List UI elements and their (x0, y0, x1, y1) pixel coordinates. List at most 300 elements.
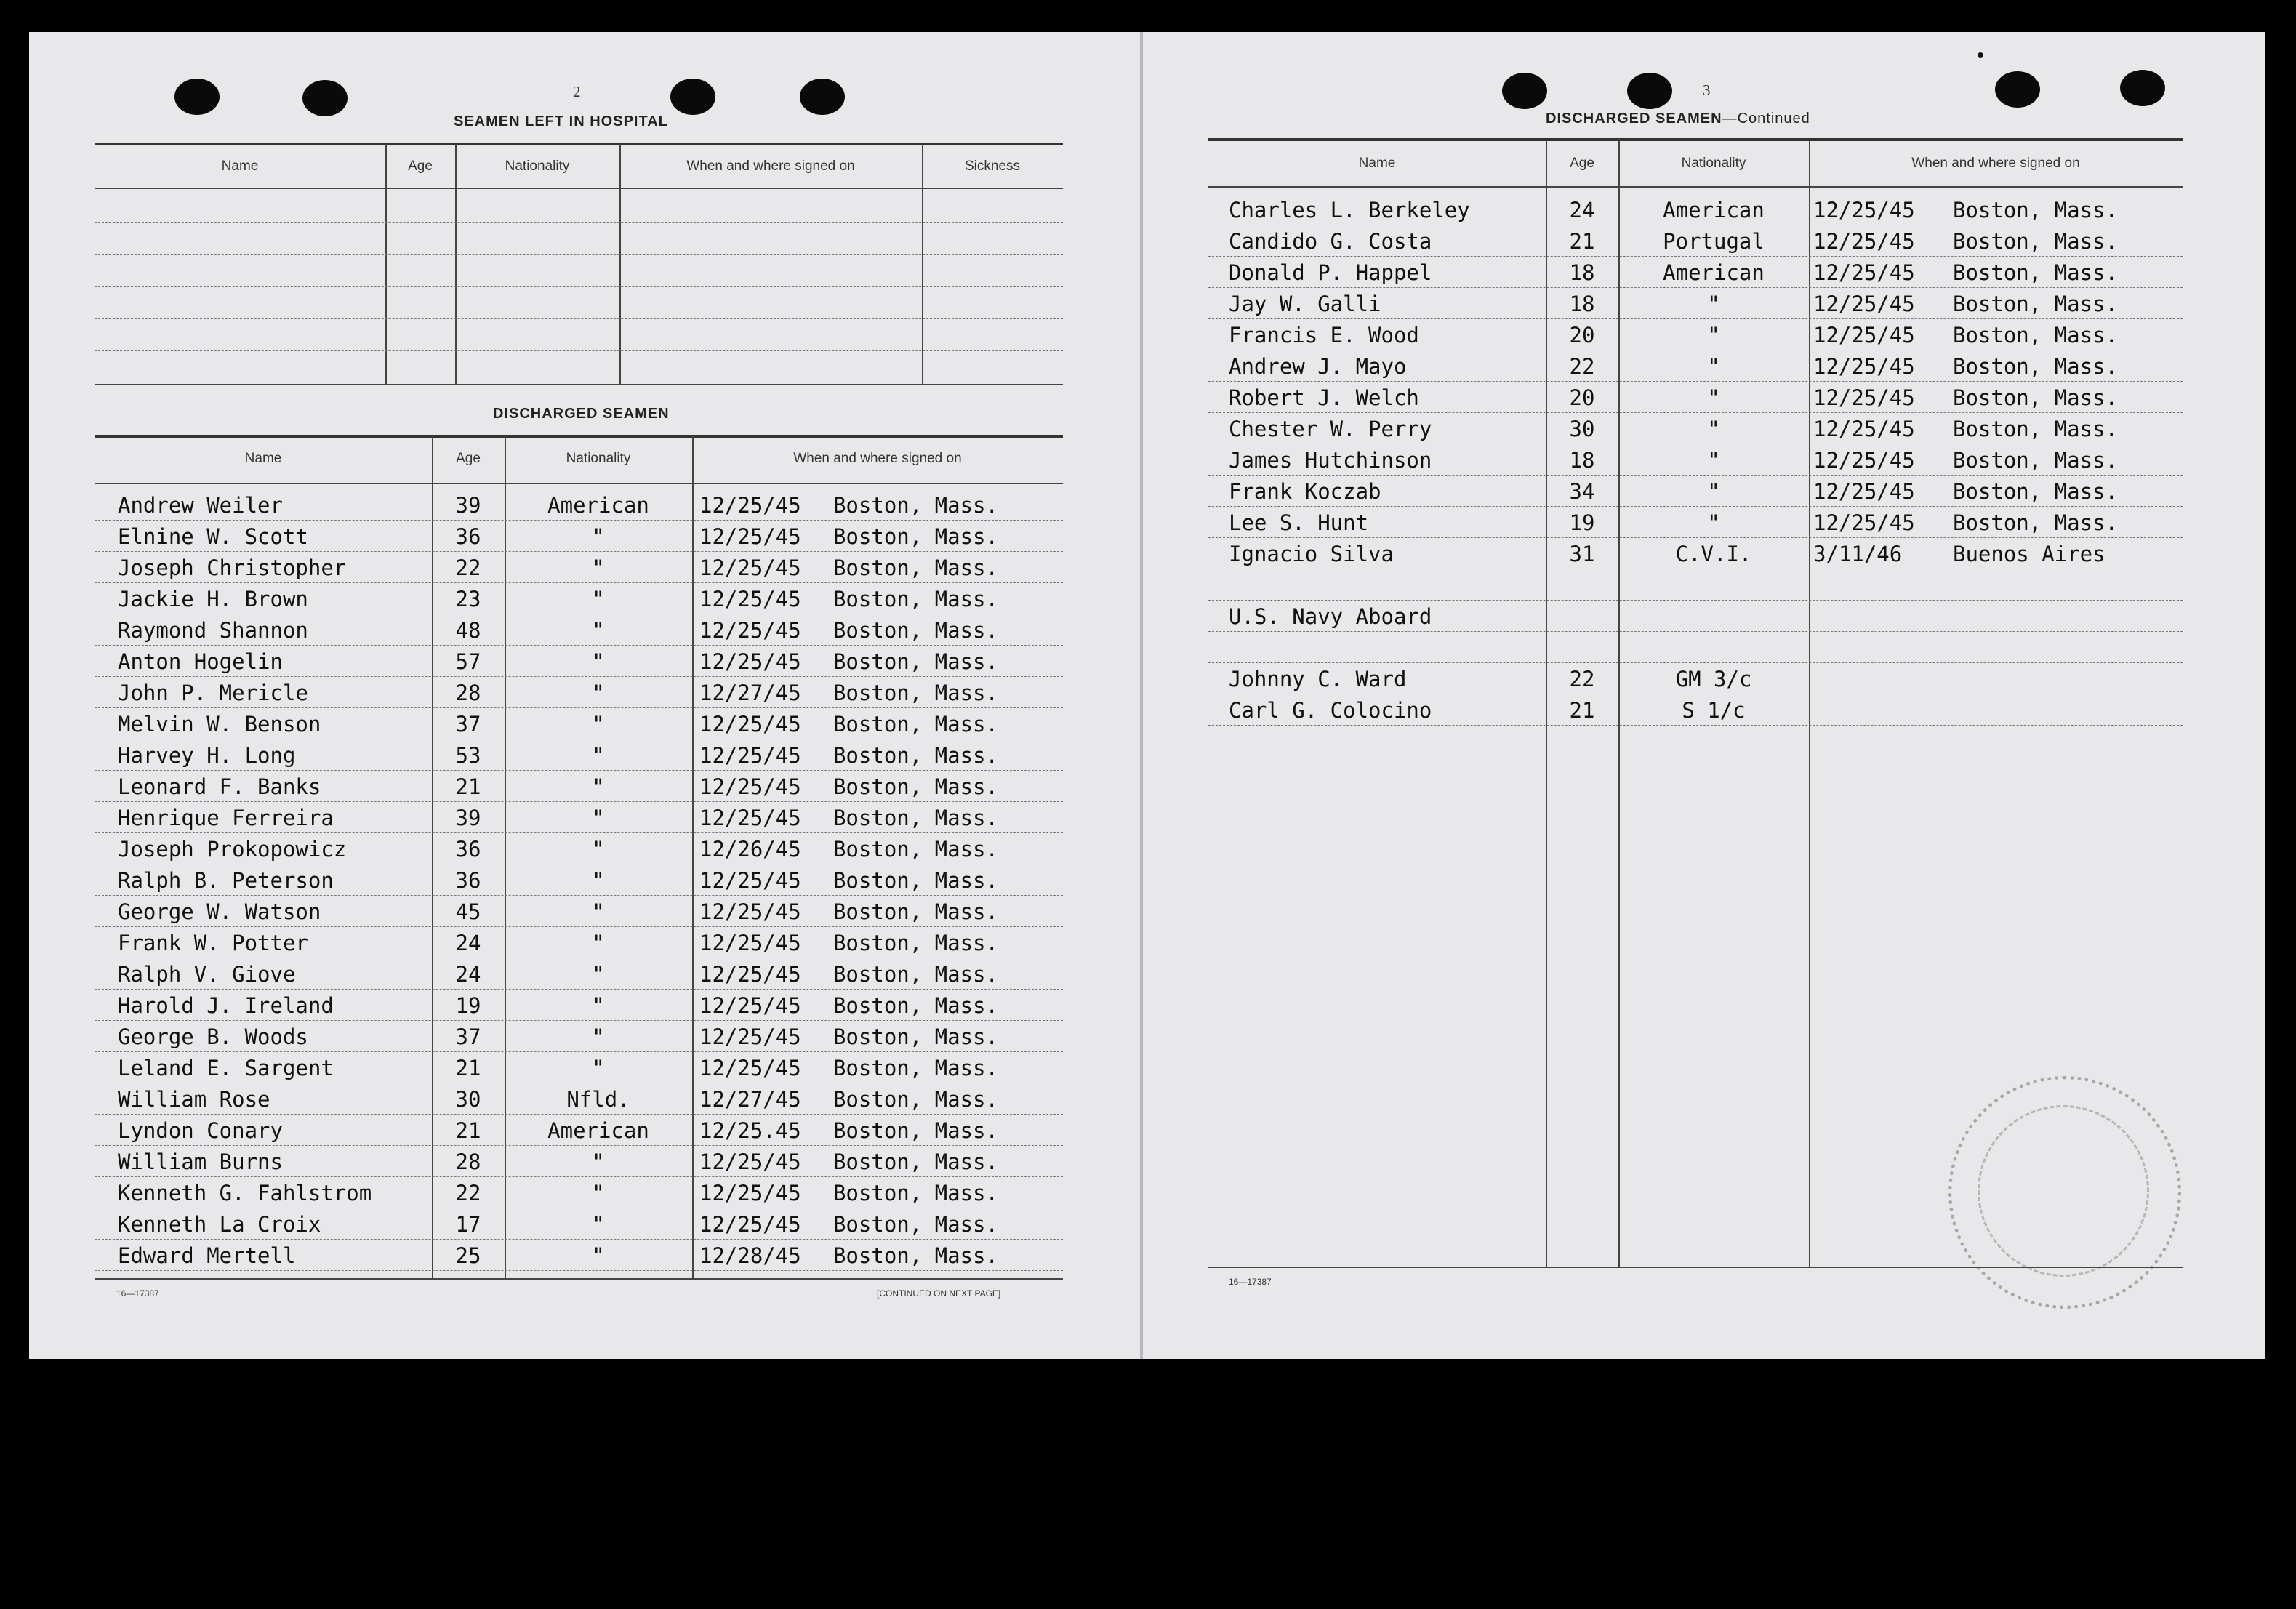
seaman-age: 39 (455, 806, 481, 830)
seaman-nationality: " (592, 1149, 605, 1174)
row-rule (95, 989, 1063, 990)
table-row (95, 774, 1063, 805)
seaman-name: Frank Koczab (1229, 479, 1381, 504)
signed-date: 12/25/45 (1813, 354, 1915, 379)
signed-date: 12/25/45 (699, 962, 801, 987)
table-row (95, 837, 1063, 867)
seaman-nationality: " (1707, 385, 1720, 410)
signed-date: 12/25/45 (699, 587, 801, 611)
seaman-name: Candido G. Costa (1229, 229, 1432, 254)
rule (455, 144, 457, 385)
seaman-nationality: " (1707, 323, 1720, 348)
signed-place: Boston, Mass. (833, 868, 998, 893)
row-rule (95, 676, 1063, 677)
seaman-age: 22 (455, 555, 481, 580)
seaman-name: George B. Woods (118, 1024, 308, 1049)
seaman-nationality: " (592, 743, 605, 768)
seaman-age: 57 (455, 649, 481, 674)
seaman-name: Raymond Shannon (118, 618, 308, 643)
heading-continued: —Continued (1722, 111, 1810, 127)
seaman-nationality: " (1707, 292, 1720, 316)
row-rule (1208, 318, 2183, 319)
signed-place: Boston, Mass. (833, 649, 998, 674)
row-rule (95, 1176, 1063, 1177)
signed-date: 12/25/45 (699, 868, 801, 893)
row-rule (95, 707, 1063, 708)
signed-place: Boston, Mass. (833, 587, 998, 611)
row-rule (95, 1145, 1063, 1146)
signed-date: 12/25/45 (699, 493, 801, 518)
table-row (95, 1024, 1063, 1055)
continued-note: [CONTINUED ON NEXT PAGE] (877, 1288, 1001, 1299)
signed-date: 12/25/45 (699, 1149, 801, 1174)
seaman-name: Robert J. Welch (1229, 385, 1419, 410)
signed-place: Boston, Mass. (1953, 323, 2118, 348)
signed-date: 12/25/45 (699, 931, 801, 955)
seaman-nationality: S 1/c (1682, 698, 1746, 723)
seaman-age: 25 (455, 1243, 481, 1268)
seaman-age: 21 (455, 774, 481, 799)
rule (95, 254, 1063, 255)
row-rule (1208, 662, 2183, 663)
seaman-age: 17 (455, 1212, 481, 1237)
signed-date: 12/25/45 (699, 899, 801, 924)
table-row (95, 806, 1063, 836)
signed-place: Boston, Mass. (1953, 229, 2118, 254)
hospital-col-nationality: Nationality (505, 159, 570, 174)
seaman-nationality: " (592, 774, 605, 799)
row-rule (95, 1114, 1063, 1115)
signed-place: Boston, Mass. (833, 1024, 998, 1049)
table-row (1208, 479, 2183, 510)
signed-date: 12/25/45 (1813, 385, 1915, 410)
table-row (95, 555, 1063, 586)
signed-place: Boston, Mass. (833, 1243, 998, 1268)
seaman-nationality: " (592, 524, 605, 549)
signed-place: Boston, Mass. (833, 1118, 998, 1143)
seaman-name: Carl G. Colocino (1229, 698, 1432, 723)
signed-place: Boston, Mass. (833, 1212, 998, 1237)
seaman-nationality: American (1663, 198, 1765, 222)
row-rule (1208, 412, 2183, 413)
signed-date: 12/25/45 (699, 555, 801, 580)
table-row (1208, 448, 2183, 478)
row-rule (95, 832, 1063, 833)
signed-date: 12/25/45 (1813, 510, 1915, 535)
seaman-age: 22 (455, 1181, 481, 1205)
seaman-nationality: " (592, 555, 605, 580)
signed-place: Boston, Mass. (833, 837, 998, 862)
page-number: 3 (1703, 81, 1711, 99)
table-row (95, 899, 1063, 930)
rule (95, 435, 1063, 438)
signed-date: 12/25/45 (699, 712, 801, 737)
table-row (95, 587, 1063, 617)
seaman-name: Lee S. Hunt (1229, 510, 1369, 535)
rule (95, 286, 1063, 287)
seaman-age: 21 (455, 1118, 481, 1143)
signed-date: 12/25/45 (699, 743, 801, 768)
seaman-name: Edward Mertell (118, 1243, 296, 1268)
seaman-nationality: " (1707, 354, 1720, 379)
seaman-name: Harvey H. Long (118, 743, 296, 768)
signed-place: Boston, Mass. (1953, 198, 2118, 222)
signed-date: 12/25/45 (699, 649, 801, 674)
binder-hole (670, 79, 715, 115)
seaman-age: 20 (1569, 323, 1595, 348)
signed-date: 12/25/45 (699, 774, 801, 799)
row-rule (95, 1020, 1063, 1021)
seaman-name: Jay W. Galli (1229, 292, 1381, 316)
seaman-age: 53 (455, 743, 481, 768)
signed-place: Boston, Mass. (1953, 417, 2118, 441)
seaman-name: Kenneth La Croix (118, 1212, 321, 1237)
signed-date: 3/11/46 (1813, 542, 1903, 566)
signed-place: Boston, Mass. (1953, 385, 2118, 410)
seaman-nationality: " (592, 681, 605, 705)
p3-col-age: Age (1570, 156, 1594, 171)
signed-date: 12/25/45 (699, 524, 801, 549)
seaman-age: 18 (1569, 292, 1595, 316)
seaman-name: Joseph Prokopowicz (118, 837, 347, 862)
seaman-nationality: " (592, 993, 605, 1018)
signed-place: Boston, Mass. (1953, 354, 2118, 379)
seaman-name: Elnine W. Scott (118, 524, 308, 549)
rule (1208, 186, 2183, 188)
row-rule (95, 770, 1063, 771)
seaman-nationality: " (592, 962, 605, 987)
discharged-col-signed: When and where signed on (793, 451, 962, 466)
seaman-age: 28 (455, 681, 481, 705)
seaman-age: 31 (1569, 542, 1595, 566)
table-row (95, 618, 1063, 649)
table-row (95, 962, 1063, 992)
p3-col-signed: When and where signed on (1911, 156, 2080, 171)
rule (385, 144, 387, 385)
seaman-nationality: " (592, 931, 605, 955)
discharged-col-name: Name (244, 451, 282, 466)
discharged-continued-heading (1546, 111, 1810, 127)
signed-place: Boston, Mass. (833, 962, 998, 987)
seaman-nationality: " (592, 712, 605, 737)
table-row (95, 993, 1063, 1024)
hospital-heading: SEAMEN LEFT IN HOSPITAL (454, 113, 668, 129)
signed-place: Boston, Mass. (1953, 510, 2118, 535)
table-row (1208, 229, 2183, 260)
p3-col-nationality: Nationality (1681, 156, 1746, 171)
page-fold (1140, 32, 1143, 1359)
seaman-nationality: " (592, 1024, 605, 1049)
seaman-name: James Hutchinson (1229, 448, 1432, 473)
signed-date: 12/25/45 (699, 1056, 801, 1080)
table-row (1208, 573, 2183, 603)
table-row (95, 493, 1063, 523)
signed-place: Boston, Mass. (833, 524, 998, 549)
table-row (1208, 604, 2183, 635)
signed-date: 12/25/45 (1813, 417, 1915, 441)
seaman-name: Frank W. Potter (118, 931, 308, 955)
seaman-nationality: American (547, 1118, 649, 1143)
signed-date: 12/25/45 (1813, 198, 1915, 222)
row-rule (1208, 537, 2183, 538)
table-row (1208, 510, 2183, 541)
signed-place: Boston, Mass. (1953, 448, 2118, 473)
seaman-nationality: " (592, 649, 605, 674)
row-rule (1208, 631, 2183, 632)
binder-hole (174, 79, 220, 115)
table-row (95, 1087, 1063, 1118)
seaman-nationality: C.V.I. (1675, 542, 1752, 566)
signed-place: Boston, Mass. (1953, 260, 2118, 285)
rule (619, 144, 621, 385)
row-rule (95, 645, 1063, 646)
signed-date: 12/25/45 (1813, 292, 1915, 316)
signed-place: Boston, Mass. (1953, 292, 2118, 316)
table-row (95, 1149, 1063, 1180)
rule (95, 222, 1063, 223)
seaman-nationality: " (592, 899, 605, 924)
signed-date: 12/25/45 (1813, 448, 1915, 473)
signed-date: 12/25/45 (1813, 260, 1915, 285)
seaman-nationality: " (592, 1243, 605, 1268)
seaman-age: 37 (455, 1024, 481, 1049)
row-rule (95, 895, 1063, 896)
table-row (95, 1118, 1063, 1149)
rule (95, 384, 1063, 385)
signed-place: Boston, Mass. (833, 493, 998, 518)
seaman-age: 20 (1569, 385, 1595, 410)
seaman-nationality: " (592, 868, 605, 893)
seaman-name: George W. Watson (118, 899, 321, 924)
row-rule (95, 520, 1063, 521)
signed-place: Boston, Mass. (833, 743, 998, 768)
seaman-nationality: " (592, 1181, 605, 1205)
discharged-col-nationality: Nationality (566, 451, 631, 466)
seaman-age: 24 (455, 931, 481, 955)
signed-date: 12/25.45 (699, 1118, 801, 1143)
hospital-col-sickness: Sickness (964, 159, 1021, 174)
signed-place: Boston, Mass. (833, 993, 998, 1018)
binder-hole (1502, 73, 1547, 109)
table-row (95, 649, 1063, 680)
rule (95, 483, 1063, 484)
seaman-name: Chester W. Perry (1229, 417, 1432, 441)
seaman-age: 45 (455, 899, 481, 924)
seaman-age: 21 (455, 1056, 481, 1080)
page-number: 2 (573, 83, 581, 100)
row-rule (1208, 600, 2183, 601)
seaman-name: Donald P. Happel (1229, 260, 1432, 285)
seaman-age: 22 (1569, 667, 1595, 691)
row-rule (95, 582, 1063, 583)
seaman-nationality: " (1707, 417, 1720, 441)
seaman-name: Joseph Christopher (118, 555, 347, 580)
heading-text: DISCHARGED SEAMEN (1546, 111, 1722, 127)
seaman-nationality: Portugal (1663, 229, 1765, 254)
p3-col-name: Name (1358, 156, 1396, 171)
signed-place: Boston, Mass. (833, 1087, 998, 1112)
seaman-name: Lyndon Conary (118, 1118, 283, 1143)
signed-date: 12/25/45 (699, 1181, 801, 1205)
seaman-name: Andrew Weiler (118, 493, 283, 518)
seaman-age: 48 (455, 618, 481, 643)
signed-place: Boston, Mass. (833, 1181, 998, 1205)
seaman-nationality: " (1707, 448, 1720, 473)
row-rule (1208, 256, 2183, 257)
seaman-age: 19 (455, 993, 481, 1018)
table-row (95, 681, 1063, 711)
seaman-nationality: " (592, 1056, 605, 1080)
seaman-nationality: American (547, 493, 649, 518)
table-row (95, 1243, 1063, 1274)
rule (922, 144, 923, 385)
hospital-col-signed: When and where signed on (686, 159, 855, 174)
table-row (1208, 323, 2183, 353)
seaman-age: 21 (1569, 229, 1595, 254)
table-row (1208, 292, 2183, 322)
table-row (1208, 667, 2183, 697)
seaman-name: Leland E. Sargent (118, 1056, 334, 1080)
seaman-name: Charles L. Berkeley (1229, 198, 1470, 222)
discharged-heading: DISCHARGED SEAMEN (493, 406, 670, 422)
rule (95, 1278, 1063, 1280)
signed-date: 12/25/45 (699, 993, 801, 1018)
seaman-age: 39 (455, 493, 481, 518)
seaman-nationality: " (592, 587, 605, 611)
table-row (1208, 635, 2183, 666)
rule (95, 143, 1063, 145)
seaman-name: Andrew J. Mayo (1229, 354, 1407, 379)
table-row (1208, 354, 2183, 385)
seaman-age: 18 (1569, 260, 1595, 285)
seaman-age: 36 (455, 524, 481, 549)
seaman-nationality: " (592, 618, 605, 643)
seaman-age: 34 (1569, 479, 1595, 504)
seaman-age: 24 (1569, 198, 1595, 222)
row-rule (1208, 506, 2183, 507)
seaman-name: Kenneth G. Fahlstrom (118, 1181, 372, 1205)
seaman-age: 28 (455, 1149, 481, 1174)
signed-place: Boston, Mass. (833, 1149, 998, 1174)
row-rule (95, 1239, 1063, 1240)
signed-date: 12/28/45 (699, 1243, 801, 1268)
rule (95, 350, 1063, 351)
seaman-age: 36 (455, 837, 481, 862)
signed-place: Boston, Mass. (833, 555, 998, 580)
seaman-name: Anton Hogelin (118, 649, 283, 674)
signed-place: Boston, Mass. (833, 618, 998, 643)
row-rule (95, 1270, 1063, 1271)
seaman-age: 37 (455, 712, 481, 737)
seaman-name: Harold J. Ireland (118, 993, 334, 1018)
table-row (95, 712, 1063, 742)
table-row (95, 1056, 1063, 1086)
signed-date: 12/26/45 (699, 837, 801, 862)
seaman-age: 18 (1569, 448, 1595, 473)
signed-date: 12/25/45 (1813, 229, 1915, 254)
row-rule (1208, 475, 2183, 476)
seaman-nationality: GM 3/c (1675, 667, 1752, 691)
signed-date: 12/25/45 (699, 618, 801, 643)
seaman-nationality: " (592, 806, 605, 830)
seaman-age: 24 (455, 962, 481, 987)
signed-place: Boston, Mass. (833, 681, 998, 705)
seaman-nationality: " (592, 1212, 605, 1237)
signed-date: 12/25/45 (699, 1212, 801, 1237)
faded-stamp-inner (1978, 1105, 2149, 1277)
row-rule (1208, 725, 2183, 726)
signed-place: Boston, Mass. (833, 774, 998, 799)
form-number: 16—17387 (116, 1288, 159, 1299)
table-row (95, 1181, 1063, 1211)
binder-hole (1995, 71, 2040, 108)
seaman-name: Leonard F. Banks (118, 774, 321, 799)
seaman-name: Jackie H. Brown (118, 587, 308, 611)
signed-date: 12/27/45 (699, 681, 801, 705)
binder-hole (1627, 73, 1672, 109)
seaman-name: William Rose (118, 1087, 270, 1112)
table-row (1208, 417, 2183, 447)
form-number: 16—17387 (1229, 1277, 1272, 1287)
table-row (1208, 542, 2183, 572)
seaman-age: 22 (1569, 354, 1595, 379)
seaman-age: 23 (455, 587, 481, 611)
seaman-age: 19 (1569, 510, 1595, 535)
table-row (95, 931, 1063, 961)
rule (1208, 138, 2183, 141)
seaman-name: Ralph B. Peterson (118, 868, 334, 893)
rule (95, 188, 1063, 189)
rule (95, 318, 1063, 319)
row-rule (1208, 381, 2183, 382)
ink-dot (1978, 52, 1983, 58)
seaman-age: 30 (1569, 417, 1595, 441)
seaman-name: Ralph V. Giove (118, 962, 296, 987)
table-row (95, 868, 1063, 899)
table-row (1208, 260, 2183, 291)
table-row (1208, 385, 2183, 416)
signed-date: 12/25/45 (699, 806, 801, 830)
seaman-name: U.S. Navy Aboard (1229, 604, 1432, 629)
signed-place: Boston, Mass. (833, 931, 998, 955)
seaman-name: John P. Mericle (118, 681, 308, 705)
seaman-name: William Burns (118, 1149, 283, 1174)
signed-place: Buenos Aires (1953, 542, 2106, 566)
table-row (95, 743, 1063, 774)
signed-place: Boston, Mass. (833, 899, 998, 924)
signed-date: 12/25/45 (1813, 323, 1915, 348)
signed-place: Boston, Mass. (833, 1056, 998, 1080)
seaman-nationality: American (1663, 260, 1765, 285)
table-row (95, 1212, 1063, 1243)
binder-hole (2120, 70, 2165, 106)
signed-date: 12/27/45 (699, 1087, 801, 1112)
signed-place: Boston, Mass. (833, 806, 998, 830)
seaman-name: Ignacio Silva (1229, 542, 1394, 566)
row-rule (95, 926, 1063, 927)
discharged-col-age: Age (456, 451, 481, 466)
seaman-name: Francis E. Wood (1229, 323, 1419, 348)
binder-hole (800, 79, 845, 115)
signed-date: 12/25/45 (699, 1024, 801, 1049)
table-row (1208, 198, 2183, 228)
seaman-nationality: Nfld. (566, 1087, 630, 1112)
row-rule (1208, 287, 2183, 288)
binder-hole (302, 80, 348, 116)
seaman-name: Melvin W. Benson (118, 712, 321, 737)
seaman-age: 30 (455, 1087, 481, 1112)
signed-place: Boston, Mass. (1953, 479, 2118, 504)
